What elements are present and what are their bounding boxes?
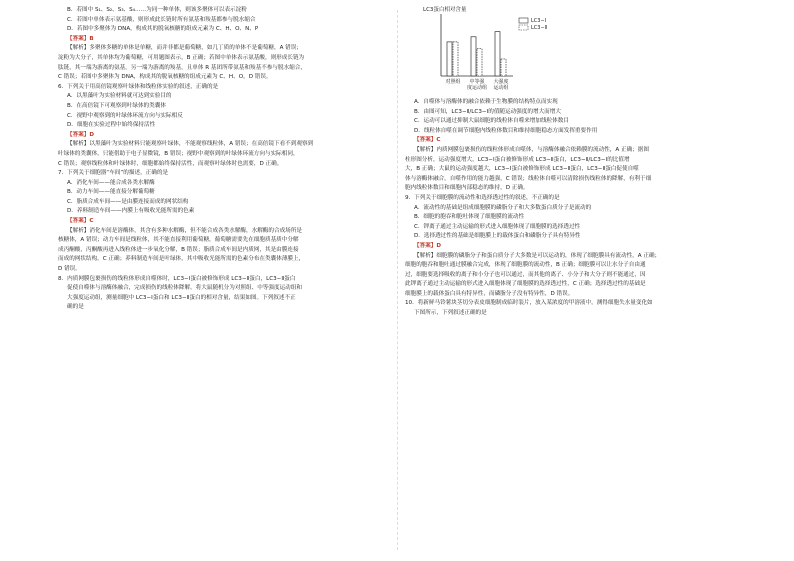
text-line: 过，细胞要选择吸收的离子和小分子也可以通过，而其他的离子、小分子和大分子则不能通过，因 — [405, 271, 646, 278]
text-line: A．自噬体与溶酶体的融合依赖于生物膜的结构特点而实现 — [414, 99, 558, 105]
text-line: 柱形图分析，运动强度增大，LC3−Ⅰ蛋白被修饰形成 LC3−Ⅱ蛋白，LC3−Ⅱ/LC3−Ⅰ的比值增 — [405, 156, 630, 163]
legend-label: LC3−Ⅱ — [531, 25, 548, 31]
text-line: 淀粉为大分子，其单体均为葡萄糖，可用题图表示，B 正确；若图中单体表示氨基酸，则形成长链为 — [58, 54, 305, 61]
bar-lc3-i — [447, 42, 452, 76]
text-line: C．若图中单体表示氨基酸，则形成此长链时所有氨基和羧基都参与脱水缩合 — [67, 16, 256, 23]
chart-title: LC3蛋白相对含量 — [423, 7, 467, 13]
answer-line: 【答案】D — [414, 242, 442, 249]
text-line: C．钾离子通过主动运输的形式进入细胞体现了细胞膜的选择透过性 — [414, 223, 581, 230]
text-line: 7．下列关于细胞器“车间”的描述，正确的是 — [58, 170, 169, 177]
left-column — [58, 6, 413, 313]
x-tick-label: 对照组 — [445, 79, 461, 85]
text-line: 叶绿体的类囊体，只能借助于电子显微镜，B 错误；视野中观察到的叶绿体环流方向与实际相同， — [58, 150, 299, 157]
text-line: B．动力车间——能直接分解葡萄糖 — [67, 189, 155, 196]
text-line: 体与溶酶体融合，自噬作用的能力越强，C 错误；线粒体自噬可以清除损伤线粒体的降解，有利于细 — [405, 175, 652, 182]
text-line: B．细胞的胞吞和胞吐体现了细胞膜的流动性 — [414, 214, 525, 221]
text-line: 10．将新鲜马铃薯块茎切分表皮细胞制成临时装片，放入某浓度的甲溶液中，测得细胞失水量变化如 — [405, 300, 653, 307]
text-line: 大强度运动组，测量细胞中 LC3−Ⅰ蛋白和 LC3−Ⅱ蛋白的相对含量，结果如图。下列叙述不正 — [67, 294, 296, 301]
chart-svg — [419, 4, 569, 96]
text-line: 6．下列关于用高倍镜观察叶绿体和线粒体实验的叙述，正确的是 — [58, 83, 219, 90]
text-line: 促使自噬体与溶酶体融合，完成损伤的线粒体降解。将大鼠随机分为对照组、中等强度运动组和 — [67, 285, 302, 292]
text-line: D．细胞在实验过程中始终保持活性 — [67, 122, 156, 129]
answer-line: 【答案】B — [67, 35, 94, 42]
text-line: 成丙酮酸，丙酮酸再进入线粒体进一步氧化分解，B 错误；脂质合成车间是内质网，其是由膜连接 — [58, 246, 299, 253]
legend-swatch — [519, 25, 528, 30]
text-line: 【解析】细胞膜的磷脂分子和蛋白质分子大多数是可以运动的，体现了细胞膜具有流动性，A 正确； — [414, 252, 661, 259]
right-text — [405, 98, 760, 319]
right-column — [405, 4, 760, 319]
text-line: 胞内线粒体数目和细胞内部稳态的维持，D 正确。 — [405, 185, 529, 192]
text-line: D．养料制造车间——内膜上有吸收光能所需的色素 — [67, 208, 195, 215]
answer-line: 【答案】C — [414, 137, 441, 144]
text-line: A．以黑藻叶为实验材料就可达到实验目的 — [67, 93, 172, 100]
x-tick-label: 度运动组 — [466, 85, 488, 91]
text-line: 此钾离子通过主动运输的形式进入细胞体现了细胞膜的选择透过性，C 正确；选择透过性的基础是 — [405, 281, 646, 288]
text-line: C．脂质合成车间——是由膜连接而成的网状结构 — [67, 198, 189, 205]
x-tick-label: 大强度 — [493, 79, 509, 85]
text-line: C．视野中观察到的叶绿体环流方向与实际相反 — [67, 112, 183, 119]
text-line: 大，B 正确；大鼠的运动强度越大，LC3−Ⅰ蛋白被修饰形成 LC3−Ⅱ蛋白，LC3−Ⅱ蛋白促使自噬 — [405, 166, 639, 173]
text-line: C 错误；若图中多聚体为 DNA，构成其的脱氧核糖的组成元素为 C、H、O，D 错误。 — [58, 74, 272, 81]
text-line: 9．下列关于细胞膜的流动性和选择透过性的叙述，不正确的是 — [405, 194, 560, 201]
text-line: D 错误。 — [58, 266, 81, 273]
text-line: 【解析】内质网膜包裹损伤的线粒体形成自噬体，与溶酶体融合依赖膜的流动性，A 正确；据图 — [414, 146, 649, 153]
answer-line: 【答案】C — [67, 218, 94, 225]
text-line: 【解析】多聚体多糖的单体是单糖，而并非都是葡萄糖，如几丁质的单体不是葡萄糖，A 错误； — [67, 45, 302, 52]
text-line: 确的是 — [67, 304, 84, 311]
text-line: 【解析】以黑藻叶为实验材料只能观察叶绿体，不能观察线粒体，A 错误；在高倍镜下看不到观察到 — [67, 141, 314, 148]
lc3-bar-chart — [419, 4, 569, 96]
text-line: D．选择透过性的基础是细胞膜上的载体蛋白和磷脂分子具有特异性 — [414, 233, 581, 240]
text-line: A．流动性的基础是组成细胞膜的磷脂分子和大多数蛋白质分子是流动的 — [414, 204, 592, 211]
text-line: D．若图中多聚体为 DNA，构成其的脱氧核糖的组成元素为 C、H、O、N、P — [67, 26, 259, 33]
bar-lc3-ii — [501, 59, 506, 76]
text-line: A．消化车间——能合成各类水解酶 — [67, 179, 155, 186]
bar-lc3-i — [471, 37, 476, 76]
legend-label: LC3−Ⅰ — [531, 18, 547, 24]
bar-lc3-ii — [477, 49, 482, 76]
text-line: B．若图中 S₁、S₂、S₃、S₄……为同一种单体，则该多聚体可以表示淀粉 — [67, 7, 247, 13]
bar-lc3-i — [495, 32, 500, 76]
text-line: 8．内质网膜包裹损伤的线粒体形成自噬体时，LC3−Ⅰ蛋白被修饰形成 LC3−Ⅱ蛋白，LC3−Ⅱ蛋白 — [58, 275, 296, 282]
text-line: B．由图可知，LC3−Ⅱ/LC3−Ⅰ的值随运动强度的增大而增大 — [414, 108, 561, 115]
text-line: 细胞的胞吞和胞吐通过膜融合完成，体现了细胞膜的流动性，B 正确；细胞膜可以让水分子自由通 — [405, 262, 646, 269]
bar-lc3-ii — [453, 42, 458, 76]
text-line: 下图所示，下列叙述正确的是 — [414, 310, 487, 317]
x-tick-label: 中等强 — [469, 79, 485, 85]
legend-swatch — [519, 18, 528, 23]
answer-line: 【答案】D — [67, 131, 95, 138]
text-line: 【解析】消化车间是溶酶体，其含有多种水解酶，但不能合成各类水解酶，水解酶的合成场所是 — [67, 227, 302, 234]
text-line: 肽链，其一端为游离的氨基，另一端为游离的羧基，且单体 R 基团所带氨基和羧基不参与脱水缩合， — [58, 64, 306, 71]
text-line: C 错误；观察线粒体和叶绿体时，细胞都始终保持活性，而观察叶绿体时也需要，D 正确。 — [58, 160, 283, 167]
x-tick-label: 运动组 — [493, 85, 509, 91]
text-line: 核糖体，A 错误；动力车间是线粒体，其不能直接利用葡萄糖，葡萄糖需要先在细胞质基质中分解 — [58, 237, 299, 244]
text-line: C．运动可以通过抑制大鼠细胞的线粒体自噬来增加线粒体数目 — [414, 118, 569, 125]
text-line: B．在高倍镜下可观察到叶绿体的类囊体 — [67, 102, 166, 109]
text-line: 而成的网状结构，C 正确；养料制造车间是叶绿体，其中吸收光能所需的色素分布在类囊体薄膜上， — [58, 256, 305, 263]
text-line: 细胞膜上的载体蛋白具有特异性，而磷脂分子没有特异性，D 错误。 — [405, 290, 574, 297]
text-line: D．线粒体自噬在调节细胞内线粒体数目和维持细胞稳态方面发挥重要作用 — [414, 127, 598, 134]
